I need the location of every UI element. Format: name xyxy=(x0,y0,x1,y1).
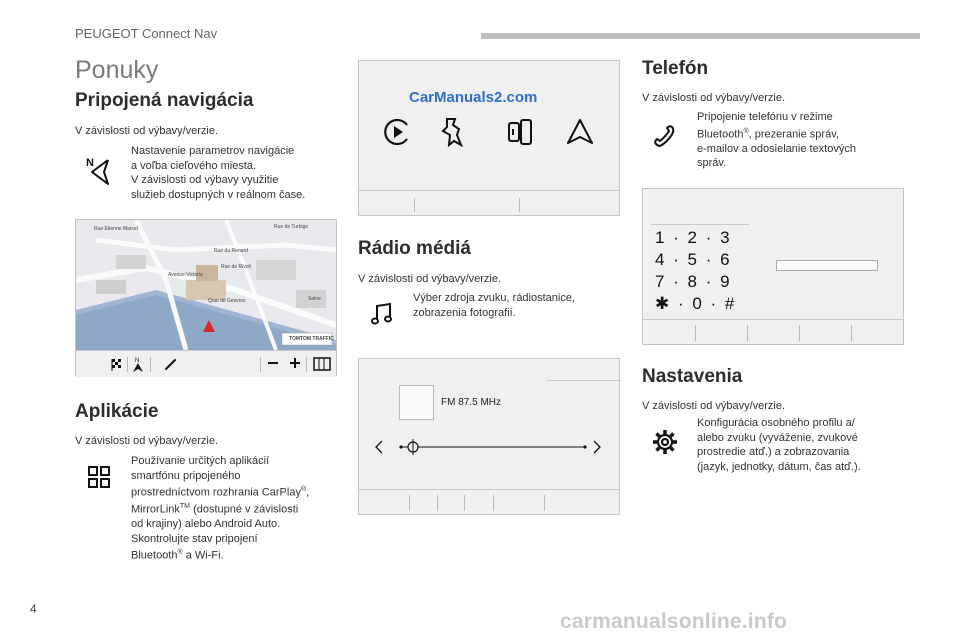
map-label: Avenue Victoria xyxy=(168,272,203,278)
map-toolbar xyxy=(76,350,336,377)
keypad-row[interactable]: 4 · 5 · 6 xyxy=(655,250,732,269)
phone-availability: V závislosti od výbavy/verzie. xyxy=(642,92,786,104)
navigation-map-screen xyxy=(75,219,337,376)
radio-heading: Rádio médiá xyxy=(358,238,471,259)
settings-heading: Nastavenia xyxy=(642,366,743,387)
android-auto-icon[interactable] xyxy=(565,117,595,152)
page-title: Ponuky xyxy=(75,56,159,84)
chevron-left-icon[interactable] xyxy=(373,439,385,460)
navigation-availability: V závislosti od výbavy/verzie. xyxy=(75,125,219,137)
screen-watermark: CarManuals2.com xyxy=(409,89,538,106)
map-label: Quai de Gesvres xyxy=(208,298,246,304)
zoom-in-icon[interactable] xyxy=(288,356,302,375)
zoom-out-icon[interactable] xyxy=(266,356,280,375)
home-screen xyxy=(358,60,620,216)
traffic-badge: TOMTOM TRAFFIC xyxy=(289,336,334,342)
map-options-icon[interactable] xyxy=(312,355,332,378)
chevron-right-icon[interactable] xyxy=(591,439,603,460)
map-label: Rue Étienne Marcel xyxy=(94,226,138,232)
radio-availability: V závislosti od výbavy/verzie. xyxy=(358,273,502,285)
number-display-field[interactable] xyxy=(776,260,878,271)
apps-heading: Aplikácie xyxy=(75,401,159,422)
carplay-icon[interactable] xyxy=(383,117,411,152)
phone-heading: Telefón xyxy=(642,58,709,79)
settings-description: Konfigurácia osobného profilu a/ alebo zvuku (vyváženie, zvukové prostredie atď.) a zobrazovania (jazyk, jednotky, dátum, čas atď.). xyxy=(697,417,861,473)
svg-text:N: N xyxy=(135,358,140,364)
map-label: Rue de Rivoli xyxy=(221,264,251,270)
compass-north-icon[interactable] xyxy=(131,355,145,378)
gear-icon xyxy=(651,428,679,456)
phone-mirror-icon[interactable] xyxy=(505,117,535,152)
settings-availability: V závislosti od výbavy/verzie. xyxy=(642,400,786,412)
radio-description: Výber zdroja zvuku, rádiostanice, zobrazenia fotografií. xyxy=(413,292,576,319)
keypad-row[interactable]: 7 · 8 · 9 xyxy=(655,272,732,291)
phone-keypad-screen xyxy=(642,188,904,345)
page-number: 4 xyxy=(30,602,37,616)
site-watermark: carmanualsonline.info xyxy=(560,610,788,633)
navigation-arrow-icon xyxy=(86,154,116,188)
station-frequency: FM 87.5 MHz xyxy=(441,397,502,408)
station-cover xyxy=(399,385,434,420)
map-label: Rue du Renard xyxy=(214,248,248,254)
map-label: Rue de Turbigo xyxy=(274,224,309,230)
header-brand: PEUGEOT Connect Nav xyxy=(75,26,218,41)
svg-text:N: N xyxy=(86,157,94,169)
apps-availability: V závislosti od výbavy/verzie. xyxy=(75,435,219,447)
phone-description: Pripojenie telefónu v režime Bluetooth®, prezeranie správ, e-mailov a odosielanie textových správ. xyxy=(697,111,856,170)
keypad-row[interactable]: ✱ · 0 · # xyxy=(655,294,737,313)
map-label: Seine xyxy=(308,296,321,302)
checkered-flag-icon[interactable] xyxy=(110,357,124,376)
header-bar xyxy=(481,33,920,39)
apps-description: Používanie určitých aplikácií smartfónu pripojeného prostredníctvom rozhrania CarPlay®, MirrorLink™ (dostupné v závislosti od krajiny) alebo Android Auto. Skontrolujte stav pripojení Bluetooth® a Wi-Fi. xyxy=(131,455,310,562)
music-note-icon xyxy=(370,302,394,326)
map-view[interactable] xyxy=(76,220,336,350)
radio-screen xyxy=(358,358,620,515)
phone-handset-icon xyxy=(652,124,676,148)
keypad-row[interactable]: 1 · 2 · 3 xyxy=(655,228,732,247)
apps-grid-icon xyxy=(88,466,110,488)
phone-handset-icon[interactable] xyxy=(164,357,178,376)
frequency-slider[interactable] xyxy=(399,439,589,460)
navigation-heading: Pripojená navigácia xyxy=(75,90,254,111)
peugeot-lion-icon[interactable] xyxy=(439,117,465,152)
navigation-description: Nastavenie parametrov navigácie a voľba cieľového miesta. V závislosti od výbavy využitie služieb dostupných v reálnom čase. xyxy=(131,145,306,201)
